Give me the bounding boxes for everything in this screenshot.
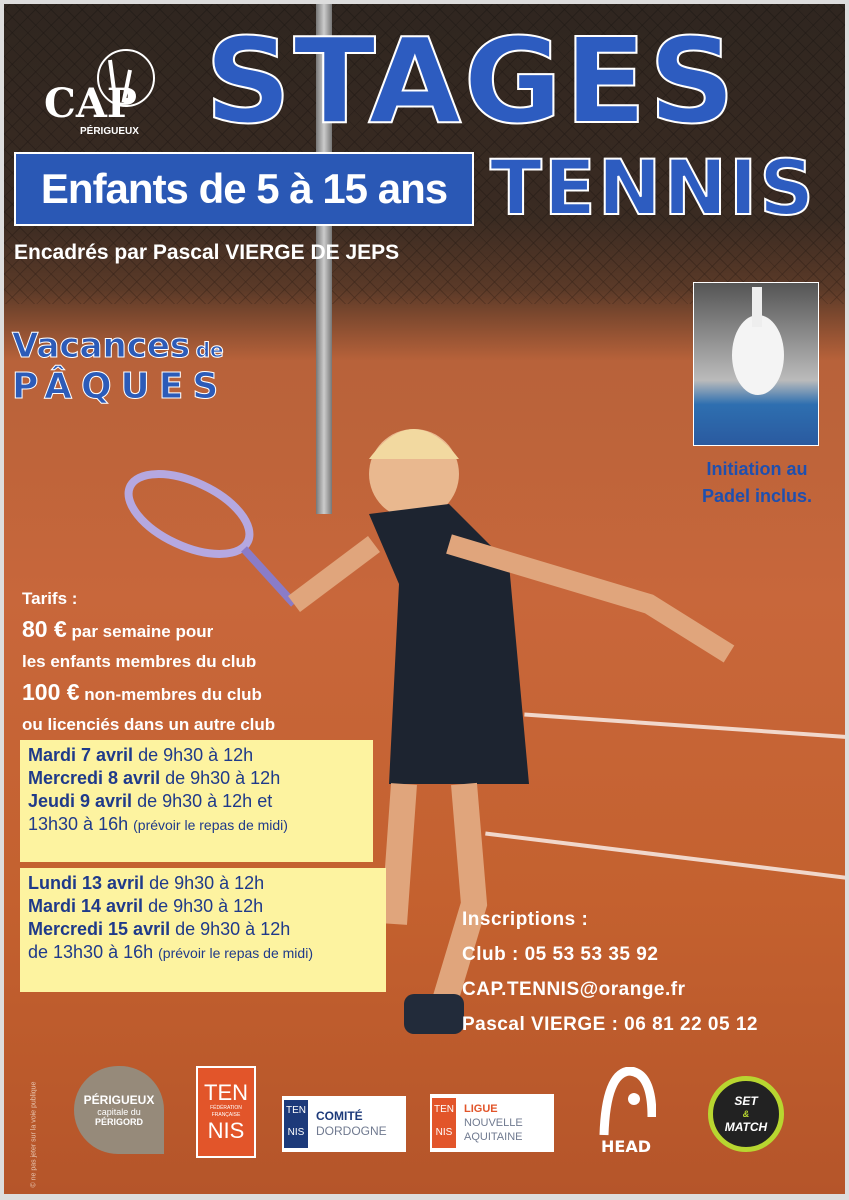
contact-label: Inscriptions : <box>462 909 589 930</box>
fft-c: NIS <box>207 1118 245 1143</box>
fft-b: FÉDÉRATION FRANÇAISE <box>210 1105 242 1118</box>
ligue-e: AQUITAINE <box>464 1131 523 1143</box>
season-line2: PÂQUES <box>12 366 228 407</box>
schedule-week1 <box>20 740 373 862</box>
age-banner: Enfants de 5 à 15 ans <box>14 152 474 226</box>
contact-pascal-phone: Pascal VIERGE : 06 81 22 05 12 <box>462 1014 758 1035</box>
day: Mercredi 8 avril <box>28 768 161 788</box>
comite-b: NIS <box>287 1127 305 1138</box>
title-tennis: TENNIS <box>490 143 816 232</box>
price-members-desc2: les enfants membres du club <box>22 652 257 671</box>
ligue-a: TEN <box>434 1104 454 1115</box>
logo-comite <box>282 1096 406 1152</box>
schedule-row <box>28 744 365 767</box>
setmatch-c: MATCH <box>724 1119 768 1134</box>
day: Mardi 7 avril <box>28 745 134 765</box>
coach-text: Encadrés par Pascal VIERGE DE JEPS <box>14 241 400 264</box>
day: Mardi 14 avril <box>28 896 144 916</box>
time: de 9h30 à 12h et <box>137 791 273 811</box>
logo-fft <box>196 1066 256 1158</box>
schedule-row <box>28 872 378 895</box>
schedule-week2 <box>20 868 386 992</box>
schedule-row <box>28 895 378 918</box>
ligue-b: NIS <box>435 1127 453 1138</box>
time: (prévoir le repas de midi) <box>158 945 313 961</box>
season-de: de <box>195 338 224 362</box>
schedule-row <box>28 941 378 965</box>
ligue-badge <box>432 1098 456 1148</box>
time: de 9h30 à 12h <box>148 896 264 916</box>
contact <box>462 902 758 1042</box>
price-members-desc: par semaine pour <box>71 622 214 641</box>
padel-line1: Initiation au <box>706 459 808 479</box>
logo-sub: PÉRIGUEUX <box>80 126 139 137</box>
setmatch-b: & <box>742 1108 750 1119</box>
schedule-row <box>28 767 365 790</box>
season-line1: Vacances <box>12 326 191 366</box>
time: de 9h30 à 12h <box>149 873 265 893</box>
price-nonmembers-desc: non-membres du club <box>84 685 262 704</box>
season-heading <box>12 326 227 407</box>
head-icon <box>596 1067 656 1137</box>
title-stages: STAGES <box>204 12 738 150</box>
price-members: 80 € <box>22 616 67 642</box>
logo-text: CAP <box>44 80 137 127</box>
perigueux-b: capitale du <box>97 1107 141 1117</box>
comite-c: COMITÉ <box>316 1109 363 1123</box>
time: de 9h30 à 12h <box>175 919 291 939</box>
price-nonmembers-desc2: ou licenciés dans un autre club <box>22 715 276 734</box>
day: 13h30 à 16h <box>28 814 129 834</box>
comite-badge <box>284 1100 308 1148</box>
logo-set-match <box>708 1076 784 1152</box>
poster <box>4 4 845 1194</box>
time: (prévoir le repas de midi) <box>133 817 288 833</box>
day: Lundi 13 avril <box>28 873 145 893</box>
tarifs <box>22 584 275 740</box>
padel-line2: Padel inclus. <box>701 486 813 506</box>
head-text: HEAD <box>601 1137 651 1156</box>
day: de 13h30 à 16h <box>28 942 154 962</box>
logo-head <box>586 1056 666 1156</box>
schedule-row <box>28 790 365 813</box>
logo-ligue <box>430 1094 554 1152</box>
tarifs-label: Tarifs : <box>22 589 78 608</box>
schedule-row <box>28 918 378 941</box>
time: de 9h30 à 12h <box>165 768 281 788</box>
legal-notice: © ne pas jeter sur la voie publique <box>30 1081 38 1188</box>
ligue-d: NOUVELLE <box>464 1117 523 1129</box>
perigueux-a: PÉRIGUEUX <box>83 1093 155 1107</box>
contact-club-phone: Club : 05 53 53 35 92 <box>462 944 659 965</box>
setmatch-a: SET <box>734 1093 758 1108</box>
time: de 9h30 à 12h <box>138 745 254 765</box>
day: Jeudi 9 avril <box>28 791 133 811</box>
comite-a: TEN <box>286 1105 306 1116</box>
comite-d: DORDOGNE <box>316 1124 387 1138</box>
cap-logo <box>40 40 160 140</box>
price-nonmembers: 100 € <box>22 679 80 705</box>
day: Mercredi 15 avril <box>28 919 171 939</box>
perigueux-c: PÉRIGORD <box>94 1117 143 1127</box>
ligue-c: LIGUE <box>464 1103 498 1115</box>
fft-a: TEN <box>204 1080 248 1105</box>
contact-email: CAP.TENNIS@orange.fr <box>462 979 686 1000</box>
logo-perigueux <box>74 1066 164 1154</box>
schedule-row <box>28 813 365 837</box>
